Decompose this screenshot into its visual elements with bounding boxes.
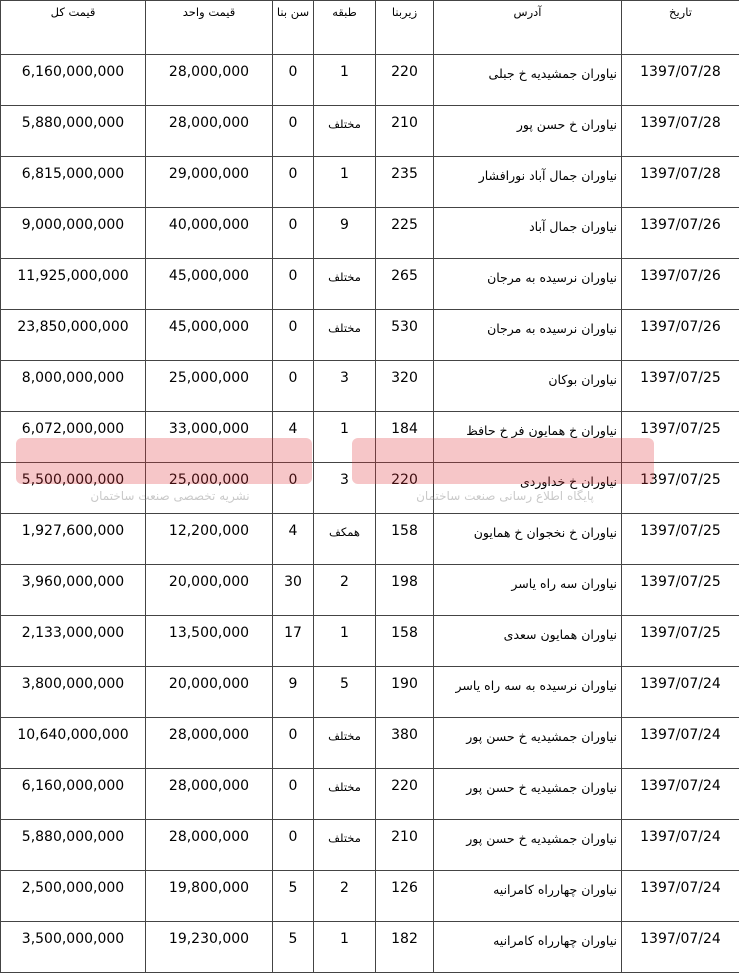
- cell-age: 0: [273, 361, 314, 412]
- cell-age: 0: [273, 718, 314, 769]
- cell-address: نیاوران جمشیدیه خ حسن پور: [434, 718, 622, 769]
- cell-age: 0: [273, 259, 314, 310]
- cell-address: نیاوران جمشیدیه خ حسن پور: [434, 769, 622, 820]
- cell-area: 530: [376, 310, 434, 361]
- cell-age: 4: [273, 514, 314, 565]
- cell-address: نیاوران نرسیده به مرجان: [434, 259, 622, 310]
- table-row: [1, 616, 739, 667]
- cell-date: 1397/07/26: [622, 208, 739, 259]
- cell-age: 17: [273, 616, 314, 667]
- cell-date: 1397/07/25: [622, 565, 739, 616]
- cell-total-price: 23,850,000,000: [1, 310, 146, 361]
- cell-floor: 1: [314, 157, 376, 208]
- cell-area: 182: [376, 922, 434, 973]
- cell-date: 1397/07/28: [622, 55, 739, 106]
- table-row: [1, 922, 739, 973]
- cell-date: 1397/07/24: [622, 820, 739, 871]
- table-row: [1, 463, 739, 514]
- cell-age: 4: [273, 412, 314, 463]
- cell-unit-price: 45,000,000: [146, 310, 273, 361]
- watermark-tagline-left: نشریه تخصصی صنعت ساختمان: [90, 489, 249, 504]
- table-row: [1, 208, 739, 259]
- cell-area: 265: [376, 259, 434, 310]
- cell-area: 235: [376, 157, 434, 208]
- header-date: تاریخ: [622, 1, 739, 55]
- cell-floor: 2: [314, 871, 376, 922]
- cell-floor: 1: [314, 616, 376, 667]
- cell-date: 1397/07/25: [622, 514, 739, 565]
- cell-address: نیاوران جمشیدیه خ حسن پور: [434, 820, 622, 871]
- cell-unit-price: 28,000,000: [146, 106, 273, 157]
- cell-age: 30: [273, 565, 314, 616]
- cell-address: نیاوران خ نخجوان خ همایون: [434, 514, 622, 565]
- cell-total-price: 3,500,000,000: [1, 922, 146, 973]
- cell-floor: مختلف: [314, 106, 376, 157]
- header-floor: طبقه: [314, 1, 376, 55]
- cell-date: 1397/07/28: [622, 157, 739, 208]
- cell-floor: 3: [314, 361, 376, 412]
- cell-area: 126: [376, 871, 434, 922]
- cell-address: نیاوران خ حسن پور: [434, 106, 622, 157]
- cell-floor: 5: [314, 667, 376, 718]
- table-row: [1, 565, 739, 616]
- cell-area: 184: [376, 412, 434, 463]
- cell-address: نیاوران خ خداوردی: [434, 463, 622, 514]
- cell-unit-price: 12,200,000: [146, 514, 273, 565]
- cell-total-price: 2,133,000,000: [1, 616, 146, 667]
- cell-floor: 1: [314, 922, 376, 973]
- header-address: آدرس: [434, 1, 622, 55]
- cell-date: 1397/07/24: [622, 718, 739, 769]
- cell-floor: 1: [314, 55, 376, 106]
- cell-address: نیاوران جمال آباد نورافشار: [434, 157, 622, 208]
- table-row: [1, 718, 739, 769]
- cell-age: 9: [273, 667, 314, 718]
- cell-date: 1397/07/28: [622, 106, 739, 157]
- cell-age: 0: [273, 208, 314, 259]
- cell-area: 210: [376, 820, 434, 871]
- cell-address: نیاوران بوکان: [434, 361, 622, 412]
- cell-age: 0: [273, 55, 314, 106]
- header-age: سن بنا: [273, 1, 314, 55]
- cell-area: 320: [376, 361, 434, 412]
- cell-date: 1397/07/24: [622, 667, 739, 718]
- cell-date: 1397/07/24: [622, 871, 739, 922]
- cell-area: 190: [376, 667, 434, 718]
- cell-floor: 2: [314, 565, 376, 616]
- cell-area: 220: [376, 769, 434, 820]
- cell-unit-price: 20,000,000: [146, 565, 273, 616]
- cell-total-price: 6,160,000,000: [1, 55, 146, 106]
- cell-address: نیاوران نرسیده به مرجان: [434, 310, 622, 361]
- cell-address: نیاوران همایون سعدی: [434, 616, 622, 667]
- cell-floor: مختلف: [314, 718, 376, 769]
- cell-area: 225: [376, 208, 434, 259]
- cell-address: نیاوران جمال آباد: [434, 208, 622, 259]
- cell-total-price: 9,000,000,000: [1, 208, 146, 259]
- cell-date: 1397/07/25: [622, 463, 739, 514]
- cell-date: 1397/07/26: [622, 259, 739, 310]
- cell-date: 1397/07/25: [622, 412, 739, 463]
- cell-age: 0: [273, 820, 314, 871]
- cell-total-price: 6,160,000,000: [1, 769, 146, 820]
- cell-unit-price: 25,000,000: [146, 361, 273, 412]
- header-area: زیربنا: [376, 1, 434, 55]
- cell-unit-price: 28,000,000: [146, 718, 273, 769]
- table-row: [1, 55, 739, 106]
- cell-area: 210: [376, 106, 434, 157]
- cell-total-price: 10,640,000,000: [1, 718, 146, 769]
- table-row: [1, 412, 739, 463]
- cell-total-price: 1,927,600,000: [1, 514, 146, 565]
- cell-area: 158: [376, 514, 434, 565]
- cell-address: نیاوران چهارراه کامرانیه: [434, 922, 622, 973]
- cell-unit-price: 28,000,000: [146, 820, 273, 871]
- table-row: [1, 157, 739, 208]
- cell-floor: همکف: [314, 514, 376, 565]
- cell-area: 380: [376, 718, 434, 769]
- cell-age: 0: [273, 157, 314, 208]
- cell-unit-price: 20,000,000: [146, 667, 273, 718]
- cell-floor: مختلف: [314, 769, 376, 820]
- table-row: [1, 514, 739, 565]
- cell-date: 1397/07/25: [622, 616, 739, 667]
- cell-address: نیاوران خ همایون فر خ حافظ: [434, 412, 622, 463]
- cell-date: 1397/07/24: [622, 922, 739, 973]
- cell-area: 158: [376, 616, 434, 667]
- cell-unit-price: 40,000,000: [146, 208, 273, 259]
- cell-total-price: 8,000,000,000: [1, 361, 146, 412]
- cell-area: 220: [376, 55, 434, 106]
- table-row: [1, 871, 739, 922]
- cell-address: نیاوران چهارراه کامرانیه: [434, 871, 622, 922]
- cell-total-price: 3,960,000,000: [1, 565, 146, 616]
- cell-age: 5: [273, 871, 314, 922]
- cell-unit-price: 33,000,000: [146, 412, 273, 463]
- cell-total-price: 11,925,000,000: [1, 259, 146, 310]
- cell-floor: 9: [314, 208, 376, 259]
- cell-age: 0: [273, 310, 314, 361]
- cell-date: 1397/07/25: [622, 361, 739, 412]
- cell-unit-price: 19,800,000: [146, 871, 273, 922]
- cell-age: 0: [273, 769, 314, 820]
- table-row: [1, 820, 739, 871]
- cell-floor: مختلف: [314, 310, 376, 361]
- cell-address: نیاوران نرسیده به سه راه یاسر: [434, 667, 622, 718]
- table-row: [1, 259, 739, 310]
- table-row: [1, 361, 739, 412]
- header-total-price: قیمت کل: [1, 1, 146, 55]
- cell-unit-price: 29,000,000: [146, 157, 273, 208]
- cell-total-price: 5,880,000,000: [1, 106, 146, 157]
- cell-total-price: 2,500,000,000: [1, 871, 146, 922]
- table-row: [1, 310, 739, 361]
- header-unit-price: قیمت واحد: [146, 1, 273, 55]
- cell-total-price: 5,500,000,000: [1, 463, 146, 514]
- cell-age: 5: [273, 922, 314, 973]
- cell-unit-price: 25,000,000: [146, 463, 273, 514]
- cell-total-price: 3,800,000,000: [1, 667, 146, 718]
- cell-area: 198: [376, 565, 434, 616]
- cell-floor: مختلف: [314, 820, 376, 871]
- cell-area: 220: [376, 463, 434, 514]
- cell-unit-price: 45,000,000: [146, 259, 273, 310]
- table-row: [1, 106, 739, 157]
- cell-total-price: 5,880,000,000: [1, 820, 146, 871]
- cell-total-price: 6,815,000,000: [1, 157, 146, 208]
- cell-address: نیاوران جمشیدیه خ جبلی: [434, 55, 622, 106]
- cell-total-price: 6,072,000,000: [1, 412, 146, 463]
- cell-unit-price: 19,230,000: [146, 922, 273, 973]
- cell-floor: 1: [314, 412, 376, 463]
- watermark-tagline-right: پایگاه اطلاع رسانی صنعت ساختمان: [416, 489, 594, 504]
- cell-age: 0: [273, 463, 314, 514]
- table-row: [1, 769, 739, 820]
- cell-floor: 3: [314, 463, 376, 514]
- cell-address: نیاوران سه راه یاسر: [434, 565, 622, 616]
- cell-date: 1397/07/24: [622, 769, 739, 820]
- table-row: [1, 667, 739, 718]
- cell-unit-price: 28,000,000: [146, 769, 273, 820]
- cell-floor: مختلف: [314, 259, 376, 310]
- cell-unit-price: 28,000,000: [146, 55, 273, 106]
- header-row: [1, 1, 739, 55]
- cell-age: 0: [273, 106, 314, 157]
- cell-date: 1397/07/26: [622, 310, 739, 361]
- cell-unit-price: 13,500,000: [146, 616, 273, 667]
